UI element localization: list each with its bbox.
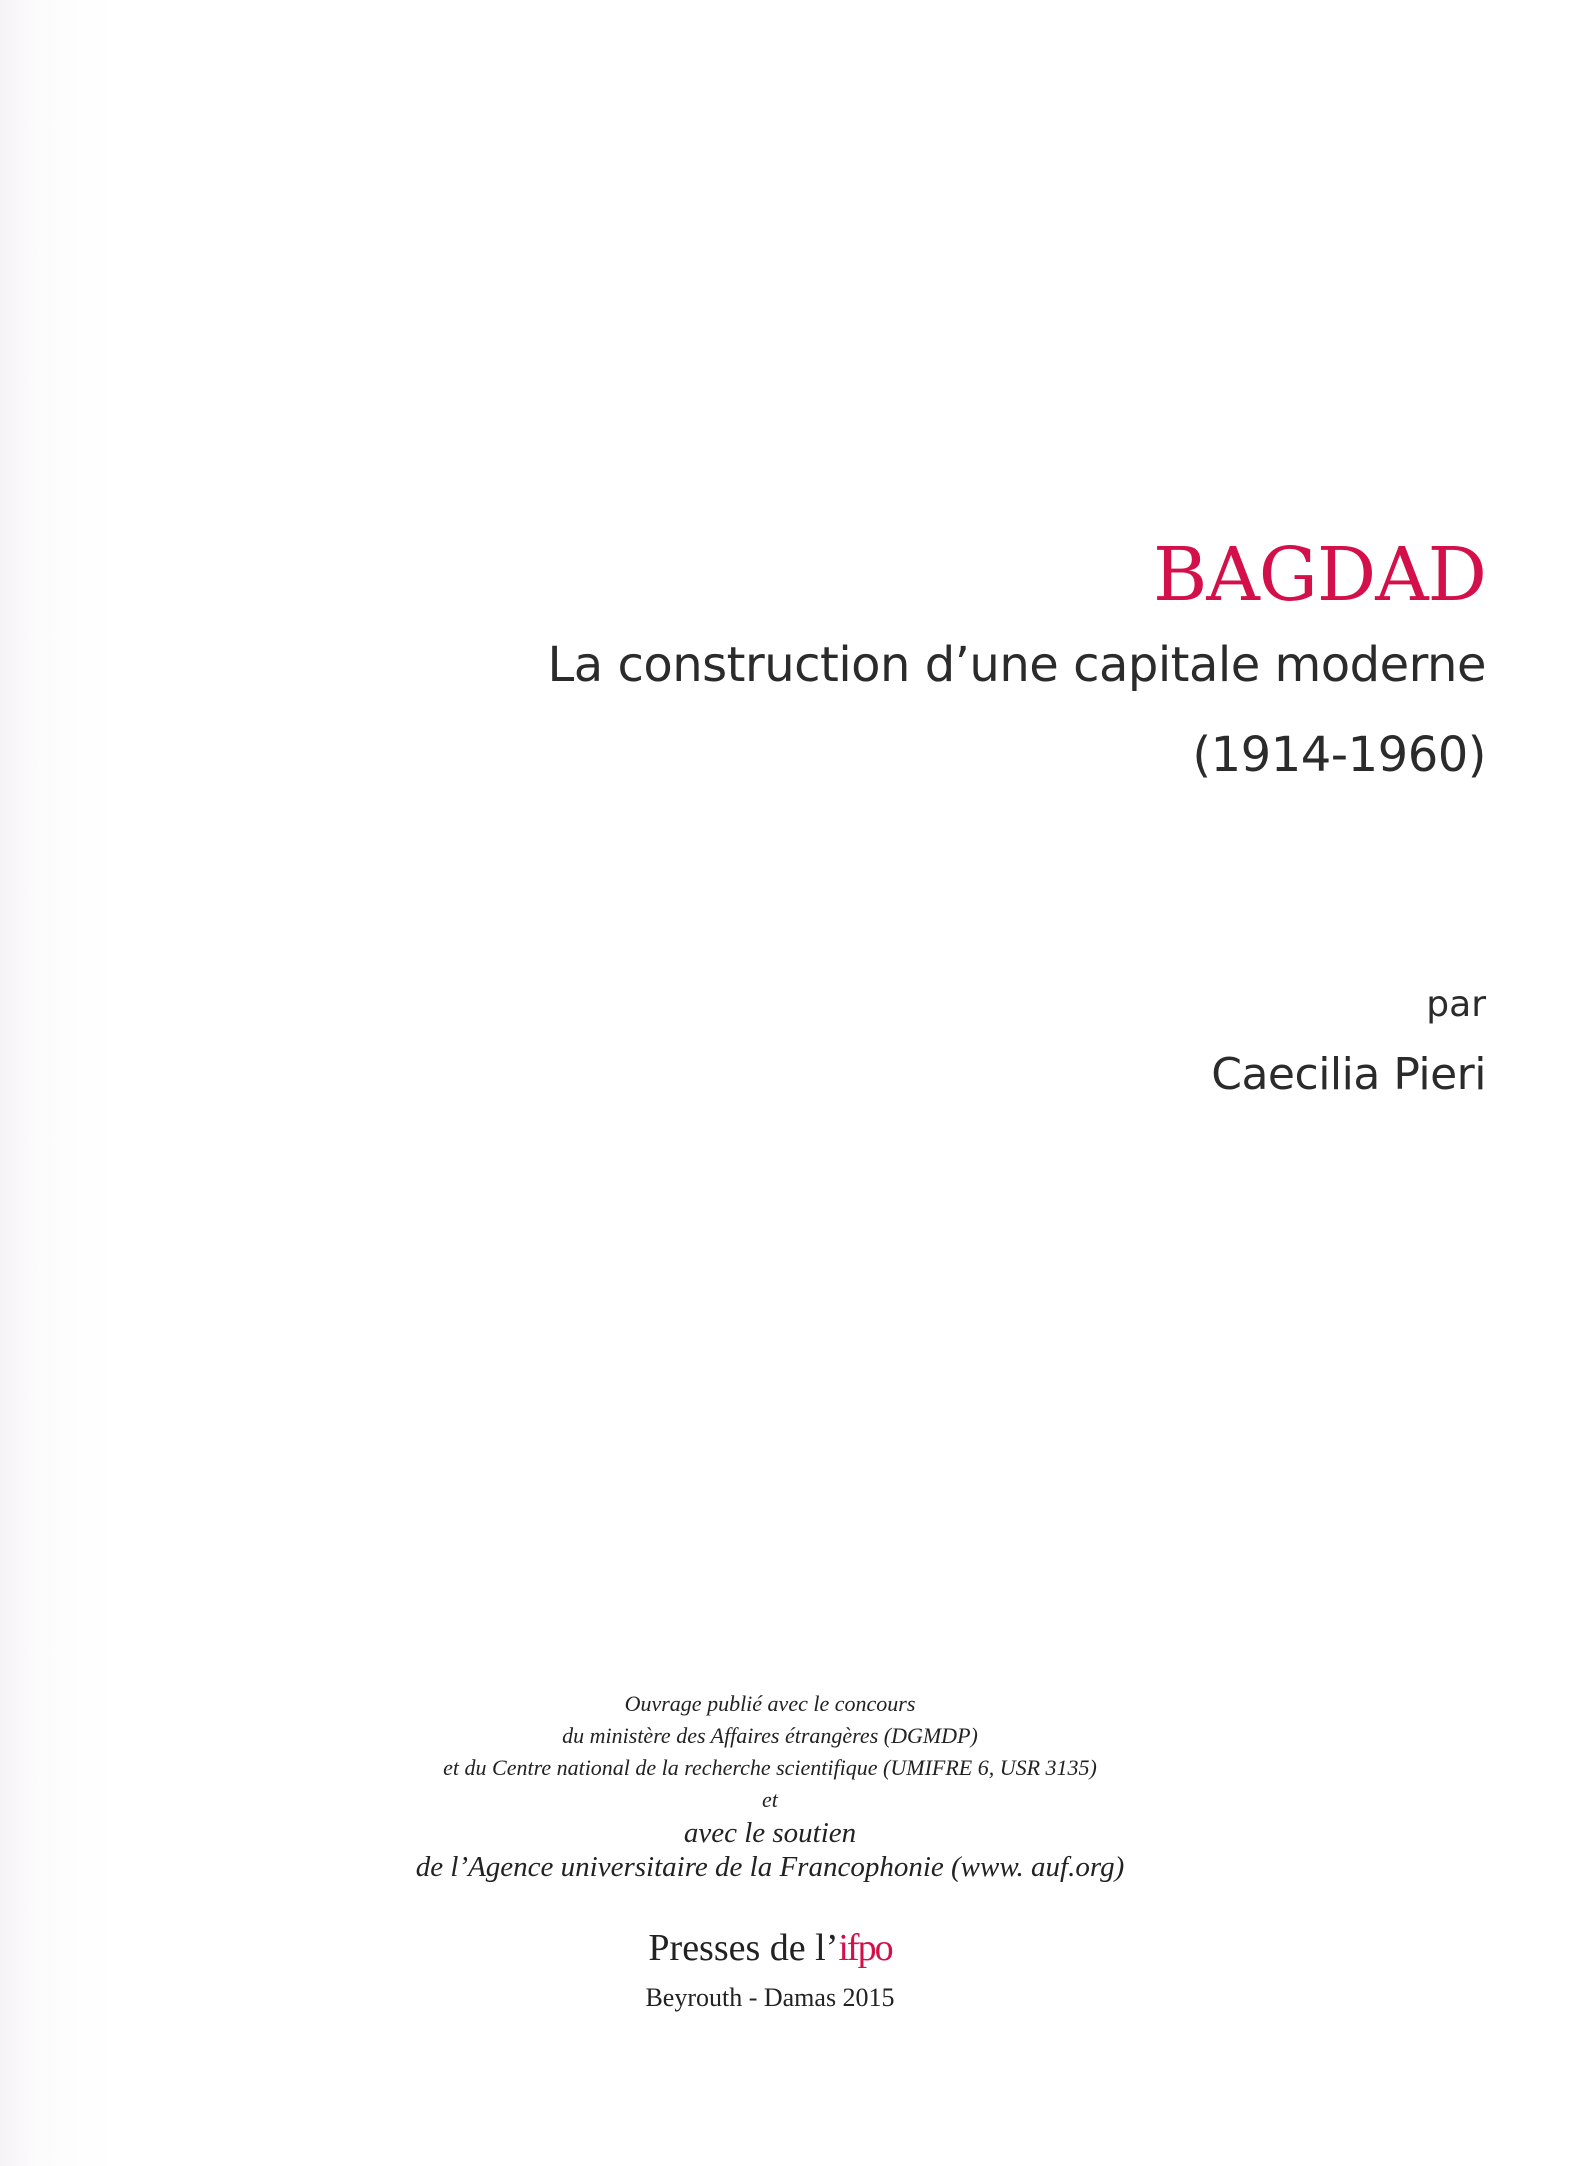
credits-line: Ouvrage publié avec le concours bbox=[624, 1691, 916, 1716]
ifpo-logo: ifpo bbox=[838, 1927, 892, 1969]
credits-line: et du Centre national de la recherche scientifique (UMIFRE 6, USR 3135) bbox=[443, 1755, 1097, 1780]
publisher-name bbox=[300, 1918, 1240, 1978]
book-subtitle-line1: La construction d’une capitale moderne bbox=[547, 637, 1486, 693]
book-subtitle-dates: (1914-1960) bbox=[1192, 727, 1486, 783]
title-block bbox=[486, 530, 1486, 800]
by-label: par bbox=[1426, 984, 1486, 1025]
credits-line: et bbox=[762, 1787, 778, 1812]
author-name: Caecilia Pieri bbox=[1211, 1049, 1486, 1100]
publisher-block bbox=[300, 1918, 1240, 2018]
publisher-place-year: Beyrouth - Damas 2015 bbox=[645, 1983, 895, 2012]
book-title: BAGDAD bbox=[1152, 532, 1486, 618]
author-block bbox=[786, 975, 1486, 1115]
credits-block bbox=[300, 1688, 1240, 1884]
publisher-prefix: Presses de l’ bbox=[648, 1927, 839, 1969]
credits-line: de l’Agence universitaire de la Francophonie (www. auf.org) bbox=[415, 1851, 1125, 1883]
credits-line: avec le soutien bbox=[683, 1817, 857, 1849]
credits-line: du ministère des Affaires étrangères (DGMDP) bbox=[562, 1723, 978, 1748]
